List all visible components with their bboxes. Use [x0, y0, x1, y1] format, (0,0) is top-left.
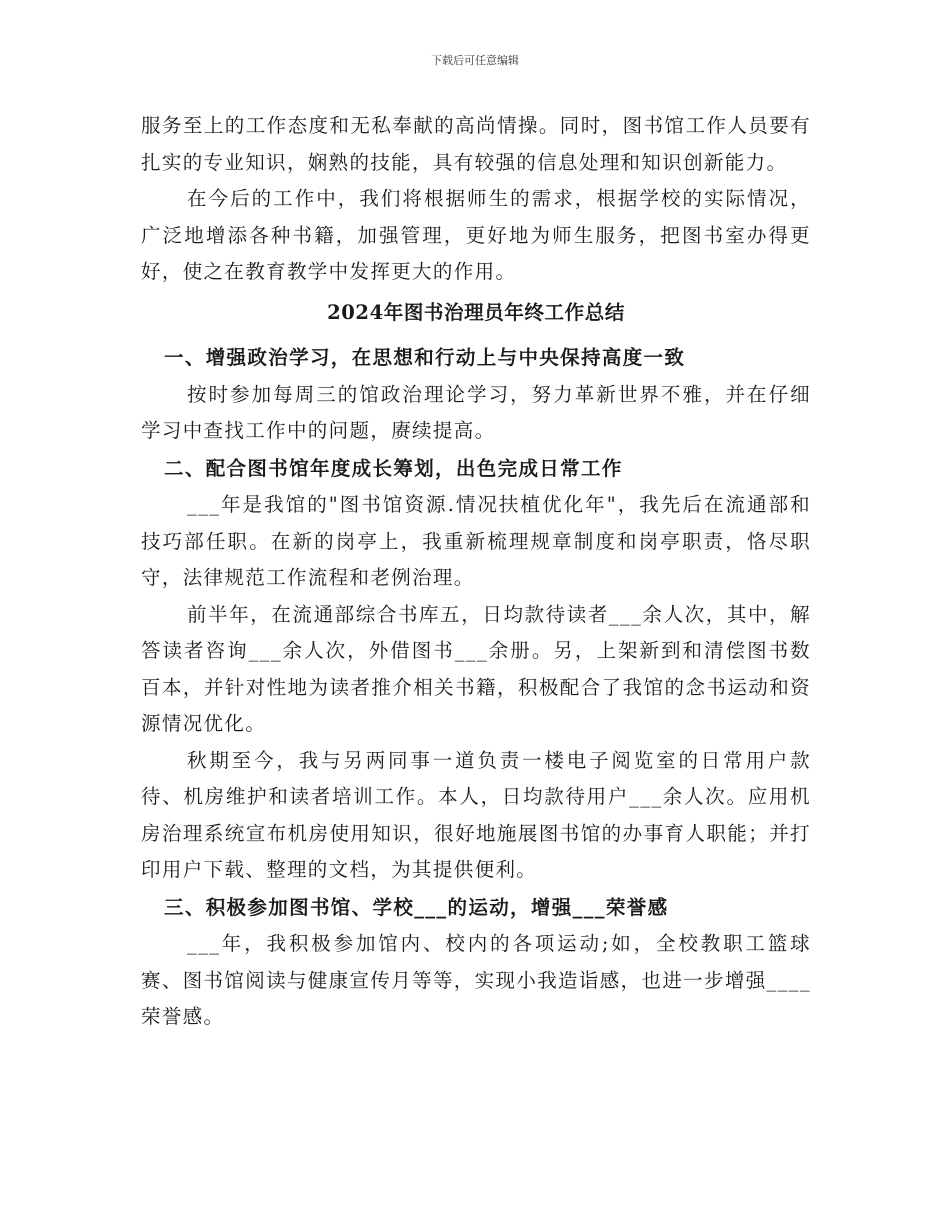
paragraph-continuation: 服务至上的工作态度和无私奉献的高尚情操。同时，图书馆工作人员要有扎实的专业知识，娴熟的技能，具有较强的信息处理和知识创新能力。 — [141, 114, 811, 174]
document-body — [141, 108, 811, 1036]
document-title: 2024年图书治理员年终工作总结 — [327, 300, 625, 324]
section-heading-2: 二、配合图书馆年度成长筹划，出色完成日常工作 — [164, 456, 623, 480]
paragraph-annual-plan: ___年是我馆的"图书馆资源.情况扶植优化年"，我先后在流通部和技巧部任职。在新的岗亭上，我重新梳理规章制度和岗亭职责，恪尽职守，法律规范工作流程和老例治理。 — [141, 493, 811, 589]
paragraph-future-work: 在今后的工作中，我们将根据师生的需求，根据学校的实际情况，广泛地增添各种书籍，加强管理，更好地为师生服务，把图书室办得更好，使之在教育教学中发挥更大的作用。 — [141, 187, 811, 283]
section-heading-1: 一、增强政治学习，在思想和行动上与中央保持高度一致 — [164, 346, 686, 369]
section-heading-3: 三、积极参加图书馆、学校___的运动，增强___荣誉感 — [164, 895, 669, 919]
paragraph-first-half-year: 前半年，在流通部综合书库五，日均款待读者___余人次，其中，解答读者咨询___余人次，外借图书___余册。另，上架新到和清偿图书数百本，并针对性地为读者推介相关书籍，积极配合了我馆的念书运动和资源情况优化。 — [141, 602, 811, 735]
header-note: 下载后可任意编辑 — [431, 54, 519, 67]
paragraph-political-study: 按时参加每周三的馆政治理论学习，努力革新世界不雅，并在仔细学习中查找工作中的问题，赓续提高。 — [141, 382, 811, 442]
paragraph-activities: ___年，我积极参加馆内、校内的各项运动;如，全校教职工篮球赛、图书馆阅读与健康宣传月等等，实现小我造诣感，也进一步增强____荣誉感。 — [141, 932, 811, 1028]
paragraph-autumn-term: 秋期至今，我与另两同事一道负责一楼电子阅览室的日常用户款待、机房维护和读者培训工作。本人，日均款待用户___余人次。应用机房治理系统宣布机房使用知识，很好地施展图书馆的办事育人职能；并打印用户下载、整理的文档，为其提供便利。 — [141, 748, 811, 881]
